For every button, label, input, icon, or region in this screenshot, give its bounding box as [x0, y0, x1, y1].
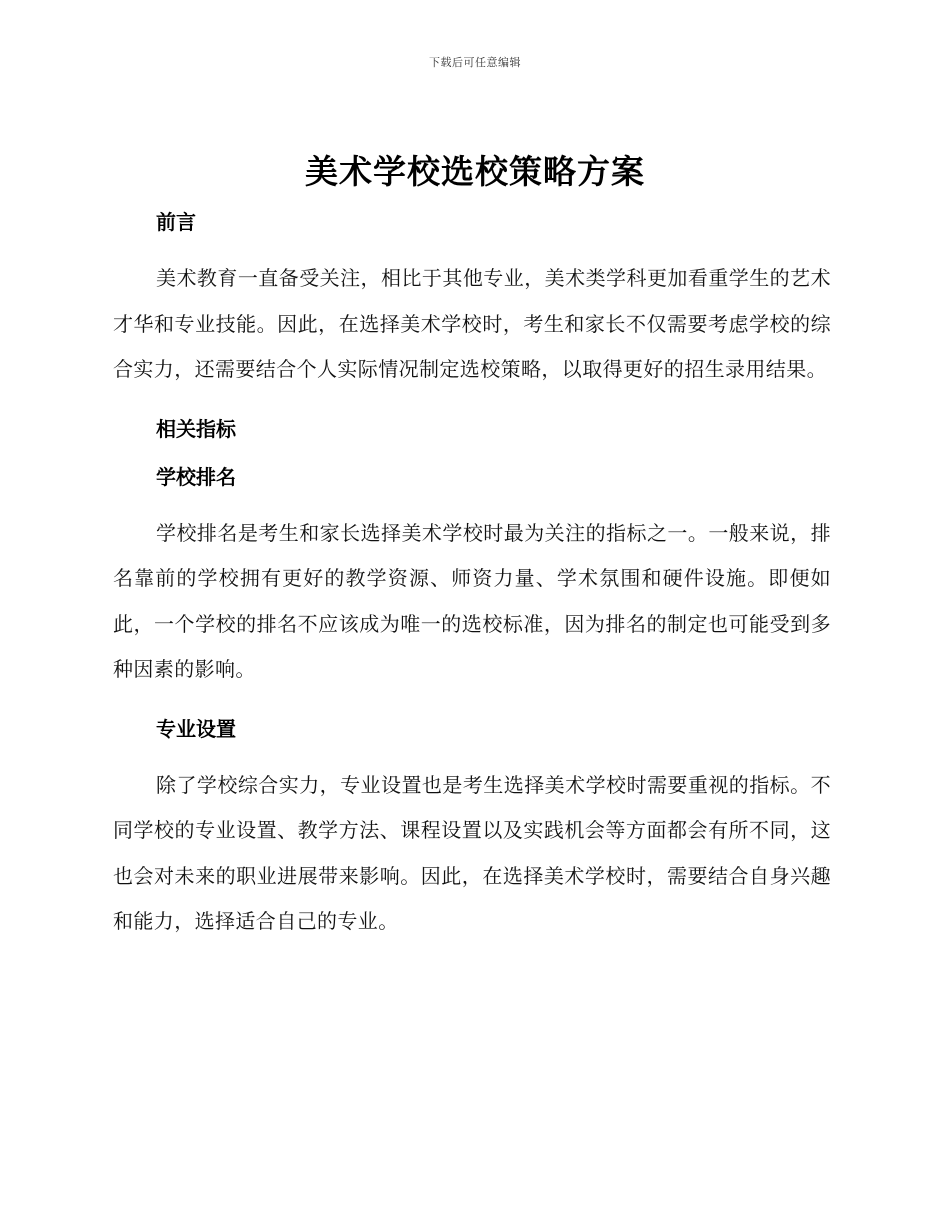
- document-body: [113, 200, 831, 945]
- section-paragraph-school-ranking: 学校排名是考生和家长选择美术学校时最为关注的指标之一。一般来说，排名靠前的学校拥有更好的教学资源、师资力量、学术氛围和硬件设施。即便如此，一个学校的排名不应该成为唯一的选校标准，因为排名的制定也可能受到多种因素的影响。: [113, 520, 831, 681]
- section-paragraph-preface: 美术教育一直备受关注，相比于其他专业，美术类学科更加看重学生的艺术才华和专业技能。因此，在选择美术学校时，考生和家长不仅需要考虑学校的综合实力，还需要结合个人实际情况制定选校策略，以取得更好的招生录用结果。: [113, 266, 831, 381]
- section-heading-major-setup: 专业设置: [156, 716, 236, 741]
- section-heading-school-ranking: 学校排名: [156, 464, 236, 489]
- section-school-ranking: [113, 455, 831, 693]
- section-heading-preface: 前言: [156, 210, 196, 234]
- section-heading-related-indicators: 相关指标: [156, 416, 236, 441]
- document-title: 美术学校选校策略方案: [305, 152, 645, 191]
- section-major-setup: [113, 707, 831, 945]
- section-preface: [113, 200, 831, 393]
- page-header-note: 下载后可任意编辑: [429, 56, 521, 69]
- section-paragraph-major-setup: 除了学校综合实力，专业设置也是考生选择美术学校时需要重视的指标。不同学校的专业设置、教学方法、课程设置以及实践机会等方面都会有所不同，这也会对未来的职业进展带来影响。因此，在选择美术学校时，需要结合自身兴趣和能力，选择适合自己的专业。: [113, 772, 831, 933]
- section-related-indicators: [113, 407, 831, 451]
